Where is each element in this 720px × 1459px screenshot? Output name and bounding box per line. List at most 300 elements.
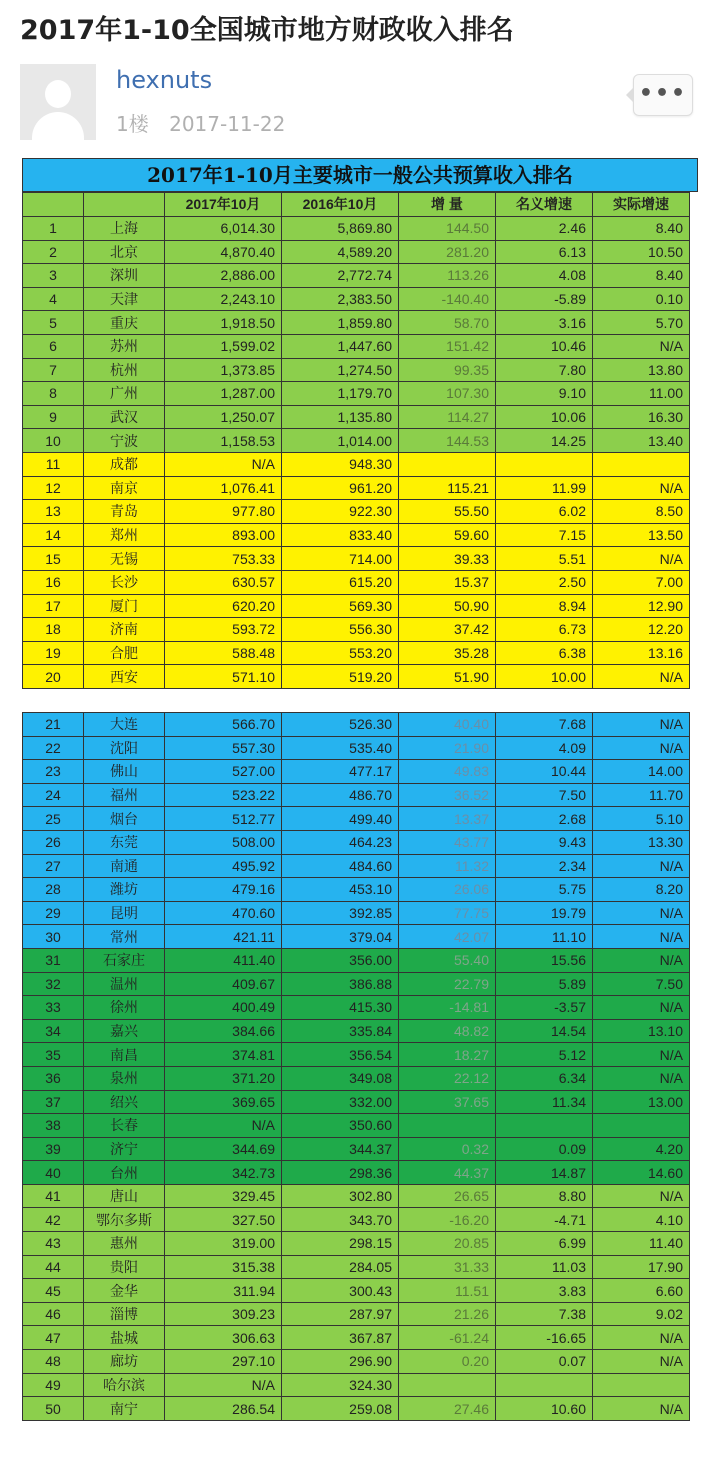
table-row — [23, 240, 690, 264]
city-cell: 西安 — [84, 665, 165, 689]
rank-cell: 1 — [23, 217, 84, 241]
value-2016-cell: 287.97 — [282, 1302, 399, 1326]
increase-cell: 18.27 — [399, 1043, 496, 1067]
post-meta — [116, 108, 299, 137]
username-link[interactable]: hexnuts — [116, 66, 213, 94]
value-2017-cell: 512.77 — [165, 807, 282, 831]
increase-cell: 107.30 — [399, 382, 496, 406]
table-row — [23, 570, 690, 594]
table-row — [23, 287, 690, 311]
value-2016-cell: 553.20 — [282, 641, 399, 665]
rank-cell: 13 — [23, 500, 84, 524]
increase-cell: -140.40 — [399, 287, 496, 311]
table-row — [23, 618, 690, 642]
nominal-growth-cell: 19.79 — [496, 901, 593, 925]
value-2016-cell: 367.87 — [282, 1326, 399, 1350]
nominal-growth-cell: 10.00 — [496, 665, 593, 689]
nominal-growth-cell: 2.50 — [496, 570, 593, 594]
rank-cell: 25 — [23, 807, 84, 831]
real-growth-cell: 13.16 — [593, 641, 690, 665]
value-2016-cell: 415.30 — [282, 996, 399, 1020]
table-row — [23, 925, 690, 949]
value-2017-cell: N/A — [165, 1373, 282, 1397]
increase-cell: 26.65 — [399, 1184, 496, 1208]
real-growth-cell: 13.80 — [593, 358, 690, 382]
real-growth-cell: 13.30 — [593, 830, 690, 854]
table-row — [23, 476, 690, 500]
table-body-bottom — [22, 712, 690, 1421]
value-2016-cell: 464.23 — [282, 830, 399, 854]
city-cell: 重庆 — [84, 311, 165, 335]
increase-cell — [399, 1114, 496, 1138]
table-row — [23, 901, 690, 925]
value-2017-cell: 327.50 — [165, 1208, 282, 1232]
avatar-body-shape — [32, 112, 84, 140]
real-growth-cell: 12.20 — [593, 618, 690, 642]
table-row — [23, 1184, 690, 1208]
increase-cell: 49.83 — [399, 760, 496, 784]
table-row — [23, 311, 690, 335]
increase-cell: 0.20 — [399, 1350, 496, 1374]
table-row — [23, 948, 690, 972]
value-2017-cell: 1,599.02 — [165, 334, 282, 358]
nominal-growth-cell: 6.13 — [496, 240, 593, 264]
real-growth-cell: 13.50 — [593, 523, 690, 547]
nominal-growth-cell: 10.44 — [496, 760, 593, 784]
avatar[interactable] — [20, 64, 96, 140]
increase-cell: 42.07 — [399, 925, 496, 949]
real-growth-cell: N/A — [593, 948, 690, 972]
value-2017-cell: 630.57 — [165, 570, 282, 594]
rank-cell: 2 — [23, 240, 84, 264]
header-increase: 增 量 — [399, 193, 496, 217]
table-row — [23, 783, 690, 807]
real-growth-cell: N/A — [593, 1066, 690, 1090]
avatar-head-shape — [45, 80, 71, 108]
value-2016-cell: 615.20 — [282, 570, 399, 594]
rank-cell: 7 — [23, 358, 84, 382]
nominal-growth-cell: 8.94 — [496, 594, 593, 618]
increase-cell: 31.33 — [399, 1255, 496, 1279]
table-title: 2017年1-10月主要城市一般公共预算收入排名 — [22, 158, 698, 192]
table-row — [23, 641, 690, 665]
increase-cell: 115.21 — [399, 476, 496, 500]
value-2017-cell: 344.69 — [165, 1137, 282, 1161]
value-2017-cell: 371.20 — [165, 1066, 282, 1090]
table-row — [23, 713, 690, 737]
city-cell: 常州 — [84, 925, 165, 949]
nominal-growth-cell: 5.89 — [496, 972, 593, 996]
real-growth-cell — [593, 1114, 690, 1138]
real-growth-cell: N/A — [593, 996, 690, 1020]
city-cell: 嘉兴 — [84, 1019, 165, 1043]
increase-cell: 35.28 — [399, 641, 496, 665]
increase-cell — [399, 452, 496, 476]
increase-cell: 77.75 — [399, 901, 496, 925]
rank-cell: 3 — [23, 264, 84, 288]
value-2017-cell: 369.65 — [165, 1090, 282, 1114]
rank-cell: 49 — [23, 1373, 84, 1397]
rank-cell: 38 — [23, 1114, 84, 1138]
city-cell: 鄂尔多斯 — [84, 1208, 165, 1232]
value-2017-cell: 315.38 — [165, 1255, 282, 1279]
value-2017-cell: 470.60 — [165, 901, 282, 925]
table-row — [23, 854, 690, 878]
value-2017-cell: 342.73 — [165, 1161, 282, 1185]
table-row — [23, 972, 690, 996]
value-2016-cell: 296.90 — [282, 1350, 399, 1374]
nominal-growth-cell: 7.80 — [496, 358, 593, 382]
value-2017-cell: 311.94 — [165, 1279, 282, 1303]
increase-cell: 13.37 — [399, 807, 496, 831]
nominal-growth-cell: 7.15 — [496, 523, 593, 547]
nominal-growth-cell: 3.16 — [496, 311, 593, 335]
value-2017-cell: 374.81 — [165, 1043, 282, 1067]
value-2016-cell: 5,869.80 — [282, 217, 399, 241]
nominal-growth-cell — [496, 452, 593, 476]
value-2017-cell: 1,076.41 — [165, 476, 282, 500]
value-2016-cell: 961.20 — [282, 476, 399, 500]
city-cell: 金华 — [84, 1279, 165, 1303]
rank-cell: 4 — [23, 287, 84, 311]
nominal-growth-cell: 2.34 — [496, 854, 593, 878]
ellipsis-icon: ••• — [638, 81, 688, 106]
rank-cell: 18 — [23, 618, 84, 642]
rank-cell: 23 — [23, 760, 84, 784]
header-city — [84, 193, 165, 217]
rank-cell: 20 — [23, 665, 84, 689]
rank-cell: 12 — [23, 476, 84, 500]
real-growth-cell: N/A — [593, 1326, 690, 1350]
city-cell: 潍坊 — [84, 878, 165, 902]
rank-cell: 14 — [23, 523, 84, 547]
real-growth-cell: 14.60 — [593, 1161, 690, 1185]
value-2016-cell: 1,135.80 — [282, 405, 399, 429]
real-growth-cell: N/A — [593, 854, 690, 878]
rank-cell: 8 — [23, 382, 84, 406]
value-2016-cell: 1,274.50 — [282, 358, 399, 382]
value-2017-cell: 1,158.53 — [165, 429, 282, 453]
rank-cell: 36 — [23, 1066, 84, 1090]
rank-cell: 31 — [23, 948, 84, 972]
nominal-growth-cell: 14.54 — [496, 1019, 593, 1043]
value-2016-cell: 356.00 — [282, 948, 399, 972]
city-cell: 绍兴 — [84, 1090, 165, 1114]
value-2017-cell: N/A — [165, 452, 282, 476]
table-row — [23, 878, 690, 902]
value-2017-cell: 1,373.85 — [165, 358, 282, 382]
nominal-growth-cell: 11.99 — [496, 476, 593, 500]
nominal-growth-cell — [496, 1114, 593, 1138]
table-row — [23, 1326, 690, 1350]
real-growth-cell: 13.40 — [593, 429, 690, 453]
increase-cell: 20.85 — [399, 1232, 496, 1256]
city-cell: 宁波 — [84, 429, 165, 453]
increase-cell: 11.32 — [399, 854, 496, 878]
nominal-growth-cell: 9.10 — [496, 382, 593, 406]
real-growth-cell: 4.10 — [593, 1208, 690, 1232]
real-growth-cell: N/A — [593, 665, 690, 689]
value-2017-cell: 409.67 — [165, 972, 282, 996]
real-growth-cell: 8.20 — [593, 878, 690, 902]
rank-cell: 11 — [23, 452, 84, 476]
real-growth-cell: 0.10 — [593, 287, 690, 311]
value-2016-cell: 350.60 — [282, 1114, 399, 1138]
value-2016-cell: 284.05 — [282, 1255, 399, 1279]
table-row — [23, 736, 690, 760]
table-row — [23, 594, 690, 618]
city-cell: 泉州 — [84, 1066, 165, 1090]
table-row — [23, 1019, 690, 1043]
increase-cell: 40.40 — [399, 713, 496, 737]
rank-cell: 43 — [23, 1232, 84, 1256]
value-2016-cell: 499.40 — [282, 807, 399, 831]
increase-cell: -61.24 — [399, 1326, 496, 1350]
value-2017-cell: 566.70 — [165, 713, 282, 737]
city-cell: 郑州 — [84, 523, 165, 547]
nominal-growth-cell: 6.38 — [496, 641, 593, 665]
nominal-growth-cell: -4.71 — [496, 1208, 593, 1232]
rank-cell: 28 — [23, 878, 84, 902]
real-growth-cell: 11.00 — [593, 382, 690, 406]
nominal-growth-cell: 14.87 — [496, 1161, 593, 1185]
nominal-growth-cell: 4.08 — [496, 264, 593, 288]
table-row — [23, 830, 690, 854]
value-2017-cell: 6,014.30 — [165, 217, 282, 241]
increase-cell: -14.81 — [399, 996, 496, 1020]
value-2016-cell: 259.08 — [282, 1397, 399, 1421]
nominal-growth-cell: 4.09 — [496, 736, 593, 760]
city-cell: 唐山 — [84, 1184, 165, 1208]
increase-cell: -16.20 — [399, 1208, 496, 1232]
nominal-growth-cell: 9.43 — [496, 830, 593, 854]
real-growth-cell: 5.10 — [593, 807, 690, 831]
rank-cell: 24 — [23, 783, 84, 807]
table-row — [23, 500, 690, 524]
increase-cell: 114.27 — [399, 405, 496, 429]
value-2017-cell: 306.63 — [165, 1326, 282, 1350]
rank-cell: 44 — [23, 1255, 84, 1279]
real-growth-cell: N/A — [593, 1043, 690, 1067]
nominal-growth-cell: -16.65 — [496, 1326, 593, 1350]
value-2016-cell: 1,179.70 — [282, 382, 399, 406]
header-2016: 2016年10月 — [282, 193, 399, 217]
rank-cell: 17 — [23, 594, 84, 618]
floor-number: 1楼 — [116, 112, 149, 136]
value-2016-cell: 302.80 — [282, 1184, 399, 1208]
value-2016-cell: 349.08 — [282, 1066, 399, 1090]
value-2017-cell: 588.48 — [165, 641, 282, 665]
value-2017-cell: 286.54 — [165, 1397, 282, 1421]
city-cell: 长沙 — [84, 570, 165, 594]
table-row — [23, 382, 690, 406]
rank-cell: 37 — [23, 1090, 84, 1114]
value-2017-cell: 319.00 — [165, 1232, 282, 1256]
city-cell: 济南 — [84, 618, 165, 642]
value-2017-cell: 1,250.07 — [165, 405, 282, 429]
nominal-growth-cell: 2.46 — [496, 217, 593, 241]
value-2016-cell: 519.20 — [282, 665, 399, 689]
increase-cell: 36.52 — [399, 783, 496, 807]
header-rank — [23, 193, 84, 217]
increase-cell: 11.51 — [399, 1279, 496, 1303]
city-cell: 廊坊 — [84, 1350, 165, 1374]
increase-cell: 26.06 — [399, 878, 496, 902]
nominal-growth-cell: 0.07 — [496, 1350, 593, 1374]
rank-cell: 39 — [23, 1137, 84, 1161]
table-row — [23, 452, 690, 476]
rank-cell: 42 — [23, 1208, 84, 1232]
rank-cell: 19 — [23, 641, 84, 665]
table-row — [23, 1114, 690, 1138]
rank-cell: 22 — [23, 736, 84, 760]
nominal-growth-cell: 7.38 — [496, 1302, 593, 1326]
value-2016-cell: 2,383.50 — [282, 287, 399, 311]
more-options-button[interactable] — [633, 74, 693, 116]
city-cell: 贵阳 — [84, 1255, 165, 1279]
increase-cell: 99.35 — [399, 358, 496, 382]
table-row — [23, 1137, 690, 1161]
value-2017-cell: 620.20 — [165, 594, 282, 618]
table-row — [23, 1232, 690, 1256]
city-cell: 东莞 — [84, 830, 165, 854]
city-cell: 哈尔滨 — [84, 1373, 165, 1397]
increase-cell: 27.46 — [399, 1397, 496, 1421]
rank-cell: 9 — [23, 405, 84, 429]
nominal-growth-cell: 10.46 — [496, 334, 593, 358]
nominal-growth-cell: 6.73 — [496, 618, 593, 642]
real-growth-cell: 8.40 — [593, 264, 690, 288]
increase-cell: 15.37 — [399, 570, 496, 594]
nominal-growth-cell: 14.25 — [496, 429, 593, 453]
increase-cell: 22.79 — [399, 972, 496, 996]
value-2017-cell: 384.66 — [165, 1019, 282, 1043]
header-2017: 2017年10月 — [165, 193, 282, 217]
city-cell: 大连 — [84, 713, 165, 737]
value-2016-cell: 1,859.80 — [282, 311, 399, 335]
city-cell: 苏州 — [84, 334, 165, 358]
increase-cell: 0.32 — [399, 1137, 496, 1161]
nominal-growth-cell: -3.57 — [496, 996, 593, 1020]
nominal-growth-cell: 8.80 — [496, 1184, 593, 1208]
increase-cell: 50.90 — [399, 594, 496, 618]
real-growth-cell: 13.00 — [593, 1090, 690, 1114]
table-row — [23, 358, 690, 382]
value-2017-cell: 479.16 — [165, 878, 282, 902]
increase-cell: 151.42 — [399, 334, 496, 358]
post-title: 2017年1-10全国城市地方财政收入排名 — [20, 15, 514, 46]
nominal-growth-cell: 5.12 — [496, 1043, 593, 1067]
value-2016-cell: 344.37 — [282, 1137, 399, 1161]
value-2017-cell: 1,287.00 — [165, 382, 282, 406]
table-row — [23, 665, 690, 689]
value-2017-cell: 977.80 — [165, 500, 282, 524]
increase-cell: 113.26 — [399, 264, 496, 288]
nominal-growth-cell: 5.75 — [496, 878, 593, 902]
nominal-growth-cell: -5.89 — [496, 287, 593, 311]
real-growth-cell: 8.50 — [593, 500, 690, 524]
value-2017-cell: 2,243.10 — [165, 287, 282, 311]
value-2017-cell: 411.40 — [165, 948, 282, 972]
city-cell: 徐州 — [84, 996, 165, 1020]
value-2016-cell: 535.40 — [282, 736, 399, 760]
nominal-growth-cell: 7.68 — [496, 713, 593, 737]
real-growth-cell: 17.90 — [593, 1255, 690, 1279]
rank-cell: 16 — [23, 570, 84, 594]
increase-cell: 22.12 — [399, 1066, 496, 1090]
table-row — [23, 807, 690, 831]
value-2017-cell: 309.23 — [165, 1302, 282, 1326]
value-2016-cell: 922.30 — [282, 500, 399, 524]
value-2016-cell: 833.40 — [282, 523, 399, 547]
value-2017-cell: N/A — [165, 1114, 282, 1138]
header-real-growth: 实际增速 — [593, 193, 690, 217]
value-2016-cell: 386.88 — [282, 972, 399, 996]
value-2016-cell: 477.17 — [282, 760, 399, 784]
table-row — [23, 760, 690, 784]
real-growth-cell: N/A — [593, 713, 690, 737]
nominal-growth-cell: 11.03 — [496, 1255, 593, 1279]
rank-cell: 33 — [23, 996, 84, 1020]
rank-cell: 6 — [23, 334, 84, 358]
rank-cell: 26 — [23, 830, 84, 854]
table-row — [23, 1279, 690, 1303]
value-2016-cell: 948.30 — [282, 452, 399, 476]
increase-cell: 55.40 — [399, 948, 496, 972]
table-row — [23, 217, 690, 241]
increase-cell: 39.33 — [399, 547, 496, 571]
table-row — [23, 547, 690, 571]
increase-cell: 51.90 — [399, 665, 496, 689]
city-cell: 南昌 — [84, 1043, 165, 1067]
real-growth-cell: 14.00 — [593, 760, 690, 784]
value-2017-cell: 893.00 — [165, 523, 282, 547]
increase-cell: 21.26 — [399, 1302, 496, 1326]
increase-cell — [399, 1373, 496, 1397]
table-row — [23, 429, 690, 453]
table-row — [23, 1090, 690, 1114]
table-row — [23, 996, 690, 1020]
city-cell: 南京 — [84, 476, 165, 500]
value-2016-cell: 2,772.74 — [282, 264, 399, 288]
rank-cell: 50 — [23, 1397, 84, 1421]
value-2017-cell: 753.33 — [165, 547, 282, 571]
value-2016-cell: 556.30 — [282, 618, 399, 642]
rank-cell: 48 — [23, 1350, 84, 1374]
real-growth-cell: N/A — [593, 736, 690, 760]
city-cell: 上海 — [84, 217, 165, 241]
city-cell: 无锡 — [84, 547, 165, 571]
table-row — [23, 1397, 690, 1421]
real-growth-cell: N/A — [593, 1184, 690, 1208]
value-2016-cell: 379.04 — [282, 925, 399, 949]
rank-cell: 15 — [23, 547, 84, 571]
real-growth-cell: 13.10 — [593, 1019, 690, 1043]
table-row — [23, 334, 690, 358]
value-2016-cell: 1,014.00 — [282, 429, 399, 453]
real-growth-cell: 10.50 — [593, 240, 690, 264]
rank-cell: 41 — [23, 1184, 84, 1208]
table-gap — [22, 696, 698, 712]
city-cell: 广州 — [84, 382, 165, 406]
value-2016-cell: 392.85 — [282, 901, 399, 925]
city-cell: 杭州 — [84, 358, 165, 382]
nominal-growth-cell: 7.50 — [496, 783, 593, 807]
increase-cell: 21.90 — [399, 736, 496, 760]
increase-cell: 43.77 — [399, 830, 496, 854]
city-cell: 南宁 — [84, 1397, 165, 1421]
nominal-growth-cell — [496, 1373, 593, 1397]
